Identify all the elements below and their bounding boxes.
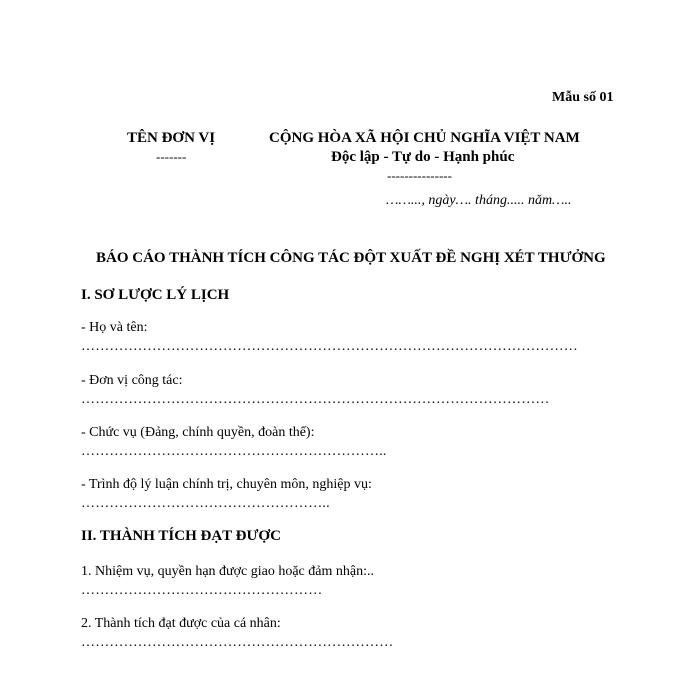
item-dots-achievements[interactable]: …………………………………………………………	[81, 635, 394, 650]
field-label-qualification: - Trình độ lý luận chính trị, chuyên môn, nghiệp vụ:	[81, 477, 372, 492]
unit-name: TÊN ĐƠN VỊ	[127, 130, 216, 146]
country-name: CỘNG HÒA XÃ HỘI CHỦ NGHĨA VIỆT NAM	[269, 130, 580, 146]
motto: Độc lập - Tự do - Hạnh phúc	[331, 149, 515, 165]
field-dots-work-unit[interactable]: ………………………………………………………………………………………	[81, 392, 550, 407]
item-dots-duties[interactable]: ……………………………………………	[81, 583, 323, 598]
field-dots-position[interactable]: ………………………………………………………..	[81, 444, 387, 459]
date-line: ……..., ngày…. tháng..... năm…..	[386, 193, 572, 208]
field-label-position: - Chức vụ (Đảng, chính quyền, đoàn thể):	[81, 425, 315, 440]
field-label-full-name: - Họ và tên:	[81, 320, 148, 335]
section-1-heading: I. SƠ LƯỢC LÝ LỊCH	[81, 287, 230, 303]
field-dots-full-name[interactable]: ……………………………………………………………………………………………	[81, 339, 578, 354]
field-dots-qualification[interactable]: ……………………………………………..	[81, 496, 330, 511]
form-number: Mẫu số 01	[552, 90, 614, 105]
unit-underline: -------	[156, 149, 187, 164]
field-label-work-unit: - Đơn vị công tác:	[81, 373, 183, 388]
motto-underline: ---------------	[387, 168, 452, 183]
item-label-duties: 1. Nhiệm vụ, quyền hạn được giao hoặc đảm nhận:..	[81, 564, 374, 579]
section-2-heading: II. THÀNH TÍCH ĐẠT ĐƯỢC	[81, 528, 281, 544]
item-label-achievements: 2. Thành tích đạt được của cá nhân:	[81, 616, 281, 631]
report-title: BÁO CÁO THÀNH TÍCH CÔNG TÁC ĐỘT XUẤT ĐỀ NGHỊ XÉT THƯỞNG	[96, 250, 606, 266]
